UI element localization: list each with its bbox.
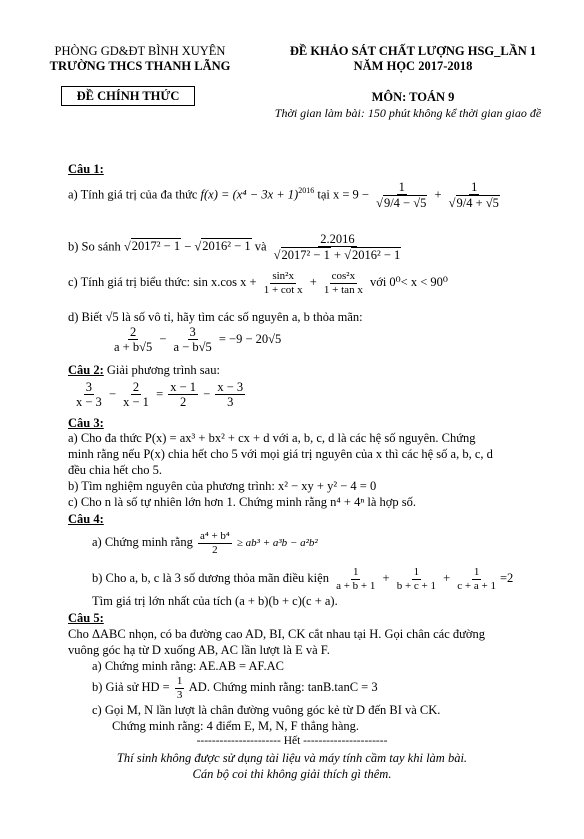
official-label: ĐỀ CHÍNH THỨC	[61, 86, 195, 106]
q1d-equation: $\frac{2}{a + b√5}$ − $\frac{3}{a - b√5}$ = −9 − 20√5	[114, 325, 282, 355]
q1d-text: d) Biết √5 là số vô tỉ, hãy tìm các số nguyên a, b thỏa mãn:	[68, 310, 363, 324]
q3-title: Câu 3:	[68, 416, 104, 430]
q1b: b) So sánh √2017² − 1 − √2016² − 1 và $\frac{2.2016}{\text{√2017² − 1 + √2016² − 1}}$	[68, 232, 405, 263]
q4b-text: b) Cho a, b, c là 3 số dương thỏa mãn điều kiện	[92, 571, 329, 586]
q3a-line2: minh rằng nếu P(x) chia hết cho 5 với mọi giá trị nguyên của x thì các hệ số a, b, c, d	[68, 447, 493, 461]
q4-title: Câu 4:	[68, 512, 104, 526]
school-year: NĂM HỌC 2017-2018	[353, 59, 473, 73]
q5-line2: vuông góc hạ từ D xuống AB, AC lần lượt là E và F.	[68, 643, 330, 657]
q1c-text: c) Tính giá trị biểu thức:	[68, 275, 191, 290]
q1b-and: và	[254, 239, 267, 254]
end-marker: ---------------------- Hết ----------------------	[196, 735, 388, 747]
q1a-fx: f(x) = (x⁴ − 3x + 1)	[200, 187, 299, 202]
q4a-text: a) Chứng minh rằng	[92, 535, 193, 550]
q1b-text: b) So sánh	[68, 239, 121, 254]
time-note: Thời gian làm bài: 150 phút không kể thời gian giao đề	[274, 106, 542, 120]
q3b: b) Tìm nghiệm nguyên của phương trình: x² − xy + y² − 4 = 0	[68, 479, 377, 493]
q1c-with: với 0⁰< x < 90⁰	[369, 275, 448, 290]
q2-text: Giải phương trình sau:	[106, 363, 220, 377]
q5c-line1: c) Gọi M, N lần lượt là chân đường vuông góc kẻ từ D đến BI và CK.	[92, 703, 441, 717]
footer-note-1: Thí sinh không được sử dụng tài liệu và máy tính cầm tay khi làm bài.	[116, 751, 468, 765]
q1a-at: tại x = 9 −	[317, 187, 369, 202]
q3c: c) Cho n là số tự nhiên lớn hơn 1. Chứng minh rằng n⁴ + 4ⁿ là hợp số.	[68, 495, 417, 509]
q1a-frac2: $\frac{1}{√9/4 + √5}$	[448, 180, 499, 211]
department-name: PHÒNG GD&ĐT BÌNH XUYÊN	[54, 44, 226, 58]
q4b-line2: Tìm giá trị lớn nhất của tích (a + b)(b + c)(c + a).	[92, 594, 338, 608]
q1a-text: a) Tính giá trị của đa thức	[68, 187, 198, 202]
q5a: a) Chứng minh rằng: AE.AB = AF.AC	[92, 659, 284, 673]
q5b: b) Giả sử HD = $\frac{1}{3}$ AD. Chứng minh rằng: tanB.tanC = 3	[92, 675, 378, 701]
q4b: b) Cho a, b, c là 3 số dương thỏa mãn điều kiện $\frac{1}{a + b + 1}$ + $\frac{1}{b + c + 1}$ + $\frac{1}{c + a + 1}$ =2	[92, 566, 514, 592]
q1c: c) Tính giá trị biểu thức: sin x.cos x + $\frac{\text{sin²x}}{\text{1 + cot x}}$ + $\frac{\text{cos²x}}{\text{1 + tan x}}$ với 0⁰< x < 90⁰	[68, 270, 448, 296]
q5-line1: Cho ΔABC nhọn, có ba đường cao AD, BI, CK cắt nhau tại H. Gọi chân các đường	[68, 627, 486, 641]
q1c-expr: sin x.cos x +	[193, 275, 257, 290]
q1a: a) Tính giá trị của đa thức $f(x) = (x^4 - 3x + 1)^{2016}$ tại x = 9 − $\frac{1}{√9/4 - √5}$ + $\frac{1}{√9/4 + √5}$	[68, 180, 504, 211]
q1a-exp: 2016	[298, 186, 315, 196]
q5-title: Câu 5:	[68, 611, 104, 625]
q1b-frac: $\frac{2.2016}{\text{√2017² − 1 + √2016² − 1}}$	[273, 232, 401, 263]
q2-equation: $\frac{3}{x - 3}$ − $\frac{2}{x - 1}$ = $\frac{x - 1}{2}$ − $\frac{x - 3}{3}$	[76, 380, 244, 410]
q5c-line2: Chứng minh rằng: 4 điểm E, M, N, F thẳng hàng.	[112, 719, 360, 733]
q2-title: Câu 2:	[68, 363, 104, 377]
subject: MÔN: TOÁN 9	[371, 90, 455, 104]
school-name: TRƯỜNG THCS THANH LÃNG	[49, 59, 231, 73]
q2-heading	[68, 363, 220, 378]
q1a-frac1: $\frac{1}{√9/4 - √5}$	[376, 180, 427, 211]
exam-title: ĐỀ KHẢO SÁT CHẤT LƯỢNG HSG_LẦN 1	[289, 44, 537, 58]
q3a-line1: a) Cho đa thức P(x) = ax³ + bx² + cx + d với a, b, c, d là các hệ số nguyên. Chứng	[68, 431, 476, 445]
q1-title: Câu 1:	[68, 162, 104, 176]
footer-note-2: Cán bộ coi thi không giải thích gì thêm.	[192, 767, 392, 781]
q4a: a) Chứng minh rằng $\frac{\text{a⁴ + b⁴}}{2}$ ≥ ab³ + a³b − a²b²	[92, 530, 318, 556]
q3a-line3: đều chia hết cho 5.	[68, 463, 163, 477]
